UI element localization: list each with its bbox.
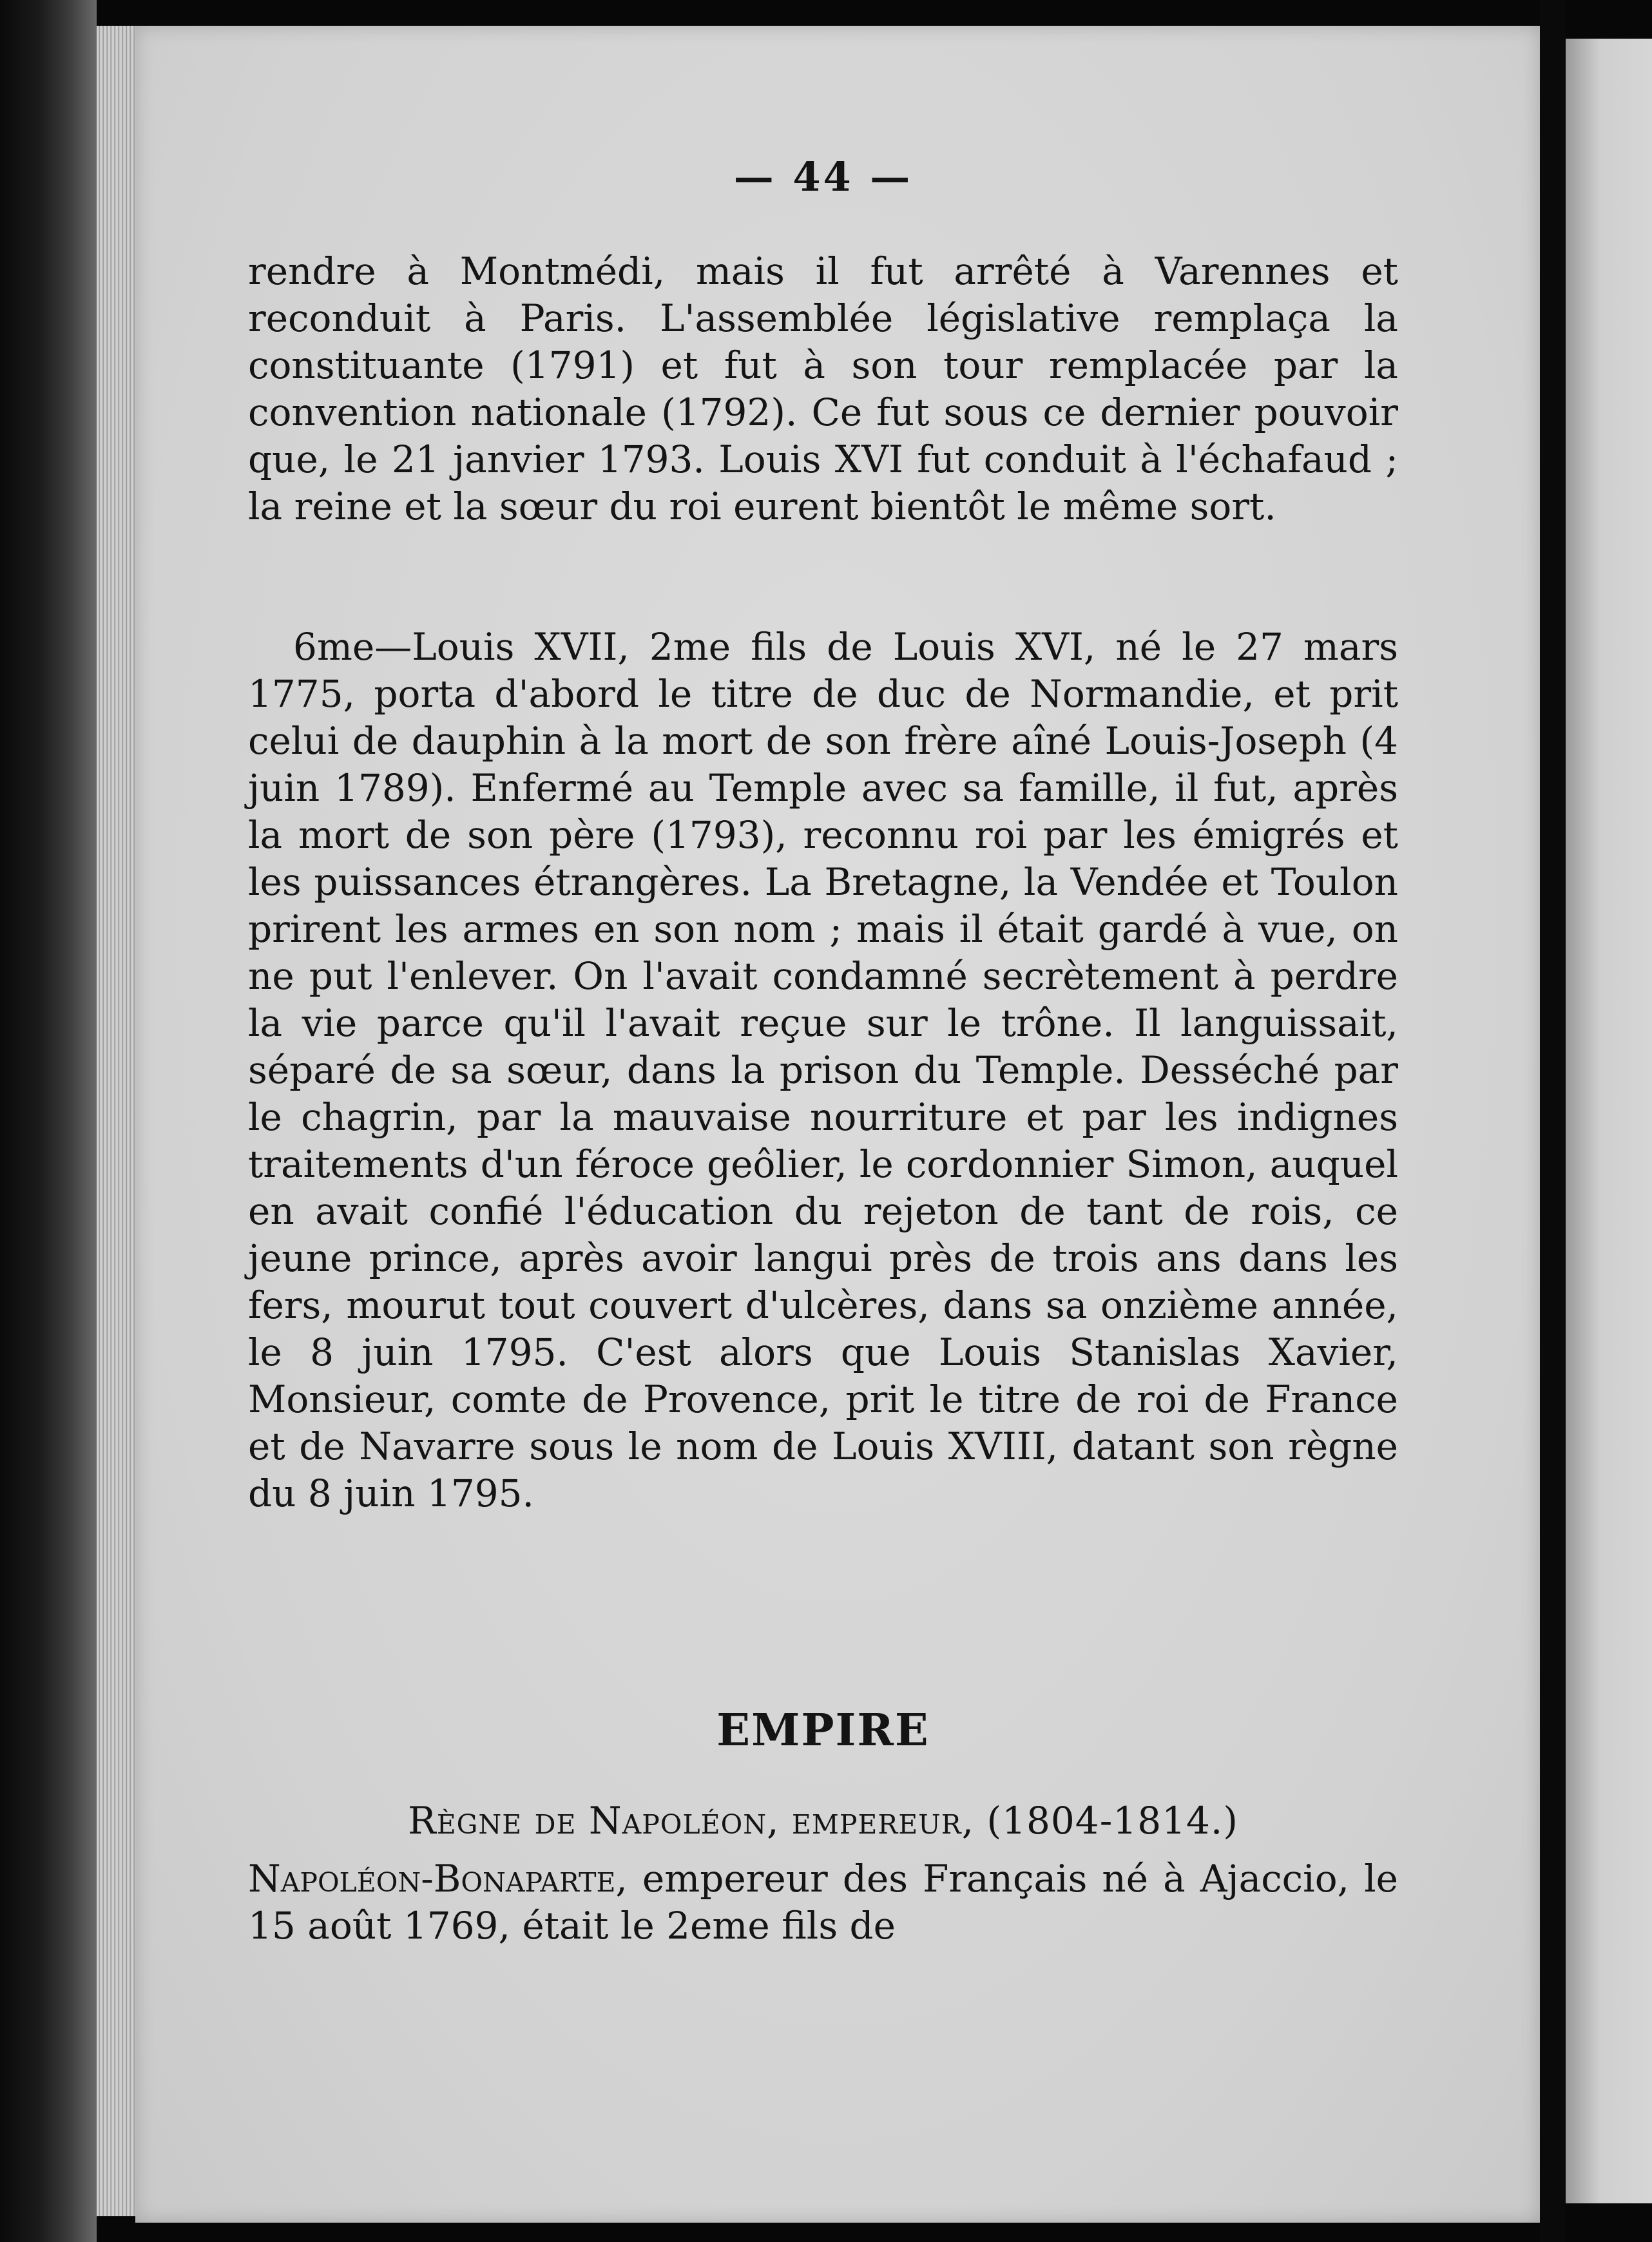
paragraph-louis-xvii: 6me—Louis XVII, 2me fils de Louis XVI, né le 27 mars 1775, porta d'abord le titre de duc de Normandie, et prit celui de dauphin à la mort de son frère aîné Louis-Joseph (4 juin 1789). Enfermé au Temple avec sa famille, il fut, après la mort de son père (1793), reconnu roi par les émigrés et les puissances étrangères. La Bretagne, la Vendée et Toulon prirent les armes en son nom ; mais il était gardé à vue, on ne put l'enlever. On l'avait condamné secrètement à perdre la vie parce qu'il l'avait reçue sur le trône. Il languissait, séparé de sa sœur, dans la prison du Temple. Desséché par le chagrin, par la mauvaise nourriture et par les indignes traitements d'un féroce geôlier, le cordonnier Simon, auquel en avait confié l'éducation du rejeton de tant de rois, ce jeune prince, après avoir langui près de trois ans dans les fers, mourut tout couvert d'ulcères, dans sa onzième année, le 8 juin 1795. C'est alors que Louis Stanislas Xavier, Monsieur, comte de Provence, prit le titre de roi de France et de Navarre sous le nom de Louis XVIII, datant son règne du 8 juin 1795. <box>248 625 1398 1515</box>
scan-left-border <box>0 0 97 2242</box>
napoleon-text: , empereur des Français né à Ajaccio, le 15 août 1769, était le 2eme fils de <box>248 1857 1398 1948</box>
section-title-empire: EMPIRE <box>716 1705 930 1756</box>
paragraph-louis-xvi: rendre à Montmédi, mais il fut arrêté à Varennes et reconduit à Paris. L'assemblée législative remplaça la constituante (1791) et fut à son tour remplacée par la convention nationale (1792). Ce fut sous ce dernier pouvoir que, le 21 janvier 1793. Louis XVI fut conduit à l'échafaud ; la reine et la sœur du roi eurent bientôt le même sort. <box>248 249 1398 528</box>
reign-heading: Règne de Napoléon, empereur, (1804-1814.) <box>408 1799 1238 1843</box>
paragraph-napoleon <box>248 1855 1398 1950</box>
book-binding <box>1540 0 1566 2242</box>
facing-page-edge <box>1566 39 1652 2203</box>
napoleon-name: Napoléon-Bonaparte <box>248 1857 616 1901</box>
page-number: — 44 — <box>733 153 913 200</box>
